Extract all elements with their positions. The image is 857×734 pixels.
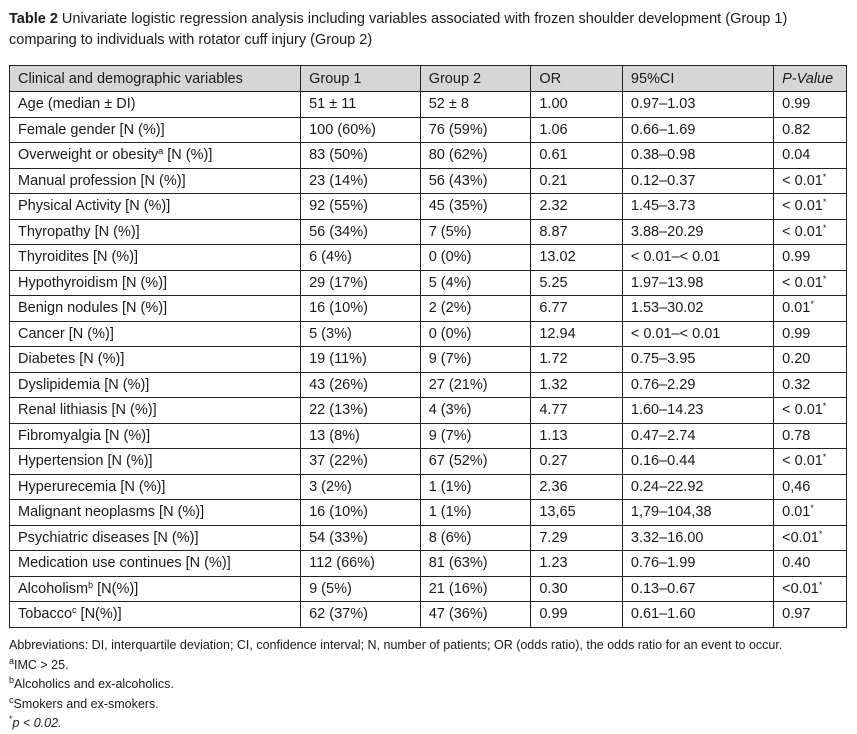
cell-pvalue: <0.01*: [774, 576, 847, 602]
cell-ci: 1.45–3.73: [622, 194, 773, 220]
cell-variable: Physical Activity [N (%)]: [10, 194, 301, 220]
cell-group2: 27 (21%): [420, 372, 531, 398]
table-row: [10, 449, 847, 475]
table-row: [10, 92, 847, 118]
cell-pvalue: 0.82: [774, 117, 847, 143]
cell-group1: 29 (17%): [301, 270, 421, 296]
cell-group2: 0 (0%): [420, 245, 531, 271]
cell-ci: 1.60–14.23: [622, 398, 773, 424]
header-ci: 95%CI: [622, 66, 773, 92]
table-footnotes: [9, 636, 854, 734]
cell-or: 0.21: [531, 168, 623, 194]
table-body: [10, 92, 847, 628]
cell-ci: < 0.01–< 0.01: [622, 321, 773, 347]
cell-variable: Thyroidites [N (%)]: [10, 245, 301, 271]
cell-or: 6.77: [531, 296, 623, 322]
footnote-abbreviations: Abbreviations: DI, interquartile deviation; CI, confidence interval; N, number of patients; OR (odds ratio), the odds ratio for an event to occur.: [9, 638, 783, 652]
cell-pvalue: 0.01*: [774, 500, 847, 526]
cell-group2: 0 (0%): [420, 321, 531, 347]
cell-or: 5.25: [531, 270, 623, 296]
cell-group1: 23 (14%): [301, 168, 421, 194]
cell-or: 1.13: [531, 423, 623, 449]
cell-pvalue: < 0.01*: [774, 398, 847, 424]
cell-group2: 9 (7%): [420, 347, 531, 373]
cell-pvalue: < 0.01*: [774, 219, 847, 245]
cell-pvalue: 0.01*: [774, 296, 847, 322]
cell-or: 1.23: [531, 551, 623, 577]
cell-pvalue: 0.32: [774, 372, 847, 398]
cell-ci: 0.47–2.74: [622, 423, 773, 449]
table-row: [10, 474, 847, 500]
cell-group1: 100 (60%): [301, 117, 421, 143]
cell-variable: Alcoholism$^b$ [N(%)]: [10, 576, 301, 602]
cell-group1: 54 (33%): [301, 525, 421, 551]
cell-ci: 1,79–104,38: [622, 500, 773, 526]
cell-variable: Fibromyalgia [N (%)]: [10, 423, 301, 449]
cell-variable: Dyslipidemia [N (%)]: [10, 372, 301, 398]
cell-group1: 3 (2%): [301, 474, 421, 500]
cell-or: 0.61: [531, 143, 623, 169]
table-caption: [9, 9, 849, 51]
cell-or: 1.06: [531, 117, 623, 143]
cell-or: 13,65: [531, 500, 623, 526]
cell-group1: 22 (13%): [301, 398, 421, 424]
table-row: [10, 551, 847, 577]
table-row: [10, 398, 847, 424]
table-row: [10, 194, 847, 220]
cell-group1: 37 (22%): [301, 449, 421, 475]
header-or: OR: [531, 66, 623, 92]
cell-group1: 56 (34%): [301, 219, 421, 245]
cell-ci: 0.61–1.60: [622, 602, 773, 628]
cell-group1: 43 (26%): [301, 372, 421, 398]
cell-ci: 0.97–1.03: [622, 92, 773, 118]
cell-group1: 92 (55%): [301, 194, 421, 220]
footnote-b: $^b$Alcoholics and ex-alcoholics.: [9, 675, 174, 691]
cell-group2: 2 (2%): [420, 296, 531, 322]
cell-group1: 16 (10%): [301, 500, 421, 526]
header-variables: Clinical and demographic variables: [10, 66, 301, 92]
cell-group1: 112 (66%): [301, 551, 421, 577]
footnote-c: $^c$Smokers and ex-smokers.: [9, 694, 159, 711]
cell-group2: 45 (35%): [420, 194, 531, 220]
cell-group2: 47 (36%): [420, 602, 531, 628]
cell-variable: Hypothyroidism [N (%)]: [10, 270, 301, 296]
table-row: [10, 372, 847, 398]
cell-group2: 81 (63%): [420, 551, 531, 577]
cell-ci: 0.16–0.44: [622, 449, 773, 475]
cell-variable: Medication use continues [N (%)]: [10, 551, 301, 577]
cell-or: 4.77: [531, 398, 623, 424]
cell-group1: 6 (4%): [301, 245, 421, 271]
footnote-significance: *p < 0.02.: [9, 714, 62, 730]
cell-group2: 67 (52%): [420, 449, 531, 475]
cell-pvalue: 0.99: [774, 321, 847, 347]
cell-pvalue: < 0.01*: [774, 194, 847, 220]
cell-ci: 1.97–13.98: [622, 270, 773, 296]
cell-ci: 0.24–22.92: [622, 474, 773, 500]
table-caption-text: Univariate logistic regression analysis including variables associated with frozen shoulder development (Group 1) comparing to individuals with rotator cuff injury (Group 2): [9, 11, 788, 48]
cell-variable: Manual profession [N (%)]: [10, 168, 301, 194]
header-group2: Group 2: [420, 66, 531, 92]
cell-ci: 0.38–0.98: [622, 143, 773, 169]
cell-pvalue: 0.97: [774, 602, 847, 628]
cell-pvalue: < 0.01*: [774, 449, 847, 475]
cell-or: 1.72: [531, 347, 623, 373]
cell-pvalue: 0.99: [774, 245, 847, 271]
cell-pvalue: <0.01*: [774, 525, 847, 551]
cell-group2: 9 (7%): [420, 423, 531, 449]
cell-group2: 52 ± 8: [420, 92, 531, 118]
cell-group2: 5 (4%): [420, 270, 531, 296]
table-row: [10, 270, 847, 296]
cell-variable: Tobacco$^c$ [N(%)]: [10, 602, 301, 628]
cell-or: 1.00: [531, 92, 623, 118]
table-row: [10, 296, 847, 322]
cell-ci: 0.66–1.69: [622, 117, 773, 143]
cell-ci: 0.12–0.37: [622, 168, 773, 194]
cell-group2: 4 (3%): [420, 398, 531, 424]
cell-or: 8.87: [531, 219, 623, 245]
cell-variable: Hypertension [N (%)]: [10, 449, 301, 475]
cell-variable: Malignant neoplasms [N (%)]: [10, 500, 301, 526]
cell-group2: 8 (6%): [420, 525, 531, 551]
cell-variable: Diabetes [N (%)]: [10, 347, 301, 373]
header-pvalue: P-Value: [774, 66, 847, 92]
cell-group2: 1 (1%): [420, 474, 531, 500]
cell-or: 2.32: [531, 194, 623, 220]
cell-pvalue: 0.99: [774, 92, 847, 118]
table-row: [10, 143, 847, 169]
cell-group1: 5 (3%): [301, 321, 421, 347]
table-row: [10, 500, 847, 526]
cell-ci: 0.13–0.67: [622, 576, 773, 602]
table-row: [10, 321, 847, 347]
table-header-row: [10, 66, 847, 92]
cell-group1: 83 (50%): [301, 143, 421, 169]
cell-group1: 19 (11%): [301, 347, 421, 373]
cell-ci: 3.88–20.29: [622, 219, 773, 245]
table-row: [10, 347, 847, 373]
cell-ci: 0.75–3.95: [622, 347, 773, 373]
cell-or: 1.32: [531, 372, 623, 398]
table-row: [10, 168, 847, 194]
cell-variable: Overweight or obesity$^a$ [N (%)]: [10, 143, 301, 169]
cell-pvalue: 0.04: [774, 143, 847, 169]
cell-or: 13.02: [531, 245, 623, 271]
cell-variable: Thyropathy [N (%)]: [10, 219, 301, 245]
table-row: [10, 245, 847, 271]
header-group1: Group 1: [301, 66, 421, 92]
cell-ci: 0.76–2.29: [622, 372, 773, 398]
cell-variable: Age (median ± DI): [10, 92, 301, 118]
cell-variable: Cancer [N (%)]: [10, 321, 301, 347]
cell-group2: 7 (5%): [420, 219, 531, 245]
table-row: [10, 602, 847, 628]
cell-or: 0.30: [531, 576, 623, 602]
cell-ci: 0.76–1.99: [622, 551, 773, 577]
cell-group1: 16 (10%): [301, 296, 421, 322]
table-label: Table 2: [9, 11, 58, 27]
cell-or: 2.36: [531, 474, 623, 500]
cell-group1: 51 ± 11: [301, 92, 421, 118]
cell-variable: Female gender [N (%)]: [10, 117, 301, 143]
cell-group2: 21 (16%): [420, 576, 531, 602]
cell-group2: 76 (59%): [420, 117, 531, 143]
table-row: [10, 423, 847, 449]
cell-or: 12.94: [531, 321, 623, 347]
cell-or: 0.27: [531, 449, 623, 475]
cell-or: 0.99: [531, 602, 623, 628]
cell-or: 7.29: [531, 525, 623, 551]
table-row: [10, 219, 847, 245]
footnote-a: $^a$IMC > 25.: [9, 655, 69, 672]
cell-pvalue: 0.20: [774, 347, 847, 373]
cell-pvalue: 0.40: [774, 551, 847, 577]
cell-pvalue: < 0.01*: [774, 270, 847, 296]
table-row: [10, 576, 847, 602]
cell-variable: Benign nodules [N (%)]: [10, 296, 301, 322]
cell-ci: 1.53–30.02: [622, 296, 773, 322]
table-row: [10, 525, 847, 551]
cell-group1: 9 (5%): [301, 576, 421, 602]
cell-variable: Renal lithiasis [N (%)]: [10, 398, 301, 424]
cell-group2: 80 (62%): [420, 143, 531, 169]
cell-pvalue: < 0.01*: [774, 168, 847, 194]
cell-group2: 56 (43%): [420, 168, 531, 194]
cell-ci: 3.32–16.00: [622, 525, 773, 551]
cell-variable: Hyperurecemia [N (%)]: [10, 474, 301, 500]
regression-table: [9, 65, 847, 628]
cell-pvalue: 0,46: [774, 474, 847, 500]
cell-variable: Psychiatric diseases [N (%)]: [10, 525, 301, 551]
cell-ci: < 0.01–< 0.01: [622, 245, 773, 271]
cell-pvalue: 0.78: [774, 423, 847, 449]
cell-group2: 1 (1%): [420, 500, 531, 526]
table-row: [10, 117, 847, 143]
cell-group1: 62 (37%): [301, 602, 421, 628]
cell-group1: 13 (8%): [301, 423, 421, 449]
